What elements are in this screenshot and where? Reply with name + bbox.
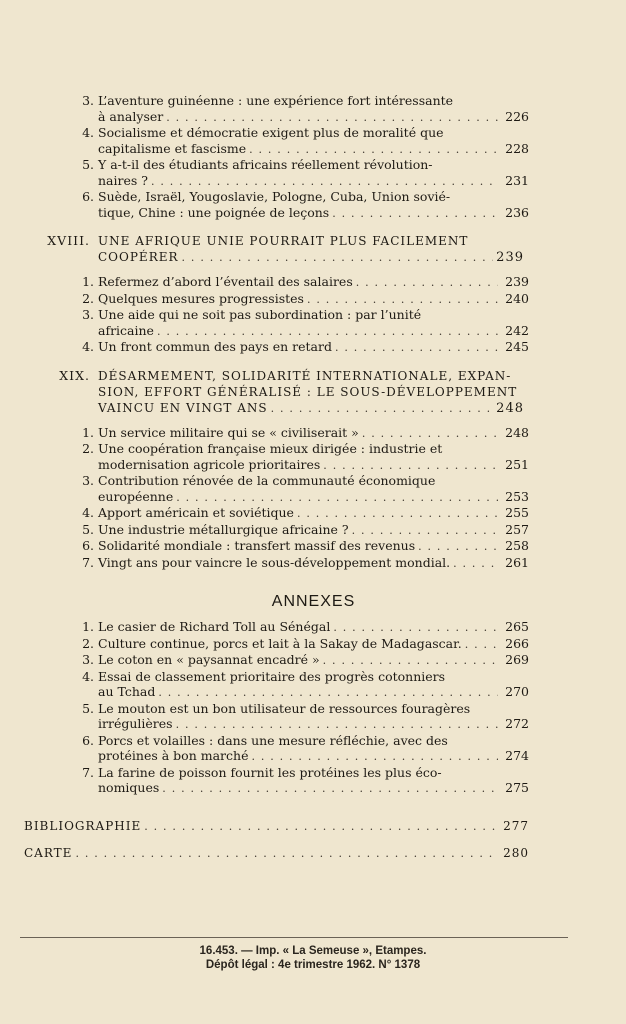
spacer — [24, 221, 529, 233]
entry-title-line: SION, EFFORT GÉNÉRALISÉ : LE SOUS-DÉVELOPPEMENT — [98, 384, 518, 399]
toc-entry[interactable] — [82, 157, 529, 189]
dot-leader — [158, 685, 498, 701]
entry-title-text: Culture continue, porcs et lait à la Sakay de Madagascar. — [98, 635, 462, 651]
toc-entry[interactable] — [82, 732, 529, 765]
dot-leader — [332, 206, 498, 222]
entry-title-line — [98, 141, 529, 158]
toc-entry[interactable] — [82, 339, 529, 356]
entry-title-line — [24, 819, 529, 835]
page-number: 248 — [505, 424, 529, 440]
entry-title — [98, 425, 529, 442]
toc-entry[interactable] — [82, 307, 529, 339]
entry-title-line — [98, 652, 529, 669]
entry-title-text: européenne — [98, 488, 174, 504]
entry-title-line: DÉSARMEMENT, SOLIDARITÉ INTERNATIONALE, EXPAN- — [98, 368, 512, 383]
entry-title — [98, 505, 529, 522]
page-number: 245 — [505, 339, 529, 354]
page-number: 270 — [505, 684, 529, 699]
page-number: 253 — [505, 488, 529, 504]
page-number: 261 — [505, 554, 529, 570]
entry-title — [98, 157, 529, 189]
dot-leader — [176, 490, 498, 506]
entry-number: 6. — [82, 538, 94, 553]
entry-number: 5. — [82, 521, 94, 537]
entry-number: 3. — [82, 93, 94, 108]
entry-title-line — [24, 846, 529, 862]
dot-leader — [182, 250, 493, 266]
entry-title-line: L’aventure guinéenne : une expérience fort intéressante — [98, 93, 454, 108]
entry-number: 4. — [82, 668, 94, 684]
toc-entry[interactable] — [82, 274, 529, 291]
dot-leader — [162, 781, 498, 797]
toc-entry[interactable] — [82, 189, 529, 221]
entry-title-text: protéines à bon marché — [98, 748, 249, 763]
dot-leader — [323, 458, 498, 474]
page-number: 269 — [505, 652, 529, 667]
footer-rule — [20, 937, 568, 938]
dot-leader — [465, 637, 498, 653]
toc-entry[interactable] — [82, 635, 529, 653]
entry-number: 1. — [82, 274, 94, 289]
dot-leader — [307, 292, 498, 308]
entry-title-line: Y a-t-il des étudiants africains réellement révolution- — [98, 157, 433, 172]
toc-entry[interactable] — [82, 619, 529, 636]
page-number: 265 — [505, 619, 529, 634]
entry-title-text: COOPÉRER — [98, 250, 179, 264]
entry-number: 6. — [82, 732, 94, 748]
chapter-heading-xix[interactable] — [59, 367, 529, 417]
colophon-line-1: 16.453. — Imp. « La Semeuse », Etampes. — [199, 945, 427, 957]
entry-title-text: Refermez d’abord l’éventail des salaires — [98, 274, 353, 289]
entry-title — [98, 291, 529, 308]
entry-title — [98, 765, 529, 797]
entry-title-text: nomiques — [98, 780, 160, 795]
toc-entry[interactable] — [82, 505, 529, 522]
entry-title-line — [98, 684, 529, 701]
entry-title — [98, 93, 529, 125]
entry-number: 6. — [82, 189, 94, 204]
entry-title-text: BIBLIOGRAPHIE — [24, 818, 142, 833]
entry-number: 3. — [82, 652, 94, 667]
entry-title-line — [98, 522, 529, 539]
entry-title-text: modernisation agricole prioritaires — [98, 456, 321, 472]
dot-leader — [352, 523, 498, 539]
entry-number: 5. — [82, 157, 94, 172]
entry-title-line — [98, 636, 529, 653]
entry-title-line: Contribution rénovée de la communauté économique — [98, 473, 436, 488]
entry-number: XVIII. — [47, 233, 90, 248]
entry-title-line — [98, 555, 529, 572]
entry-title-text: Le casier de Richard Toll au Sénégal — [98, 619, 331, 634]
entry-title — [24, 846, 529, 862]
entry-title — [98, 368, 524, 417]
page-number: 258 — [505, 538, 529, 553]
dot-leader — [157, 324, 498, 340]
spacer — [24, 834, 529, 846]
spacer — [24, 417, 529, 425]
toc-entry[interactable] — [82, 521, 529, 539]
entry-title — [98, 555, 529, 572]
toc-entry[interactable] — [82, 290, 529, 308]
page-number: 239 — [505, 274, 529, 289]
entry-title-line: Suède, Israël, Yougoslavie, Pologne, Cuba, Union sovié- — [98, 189, 451, 204]
toc-entry[interactable] — [82, 764, 529, 797]
entry-title — [98, 233, 524, 266]
dot-leader — [166, 110, 498, 126]
entry-title-line — [98, 274, 529, 291]
entry-title-line — [98, 505, 529, 522]
chapter-heading-xviii[interactable] — [47, 233, 529, 266]
entry-title-line: La farine de poisson fournit les protéines les plus éco- — [98, 764, 442, 780]
entry-title-line — [98, 425, 529, 442]
dot-leader — [333, 620, 498, 636]
entry-title-text: naires ? — [98, 172, 148, 188]
entry-title — [98, 339, 529, 356]
back-matter-entry[interactable] — [24, 846, 529, 862]
entry-title-line — [98, 489, 529, 506]
entry-title-line — [98, 748, 529, 765]
page-number: 248 — [496, 400, 524, 416]
page-number: 226 — [505, 108, 529, 124]
page-number: 266 — [505, 635, 529, 651]
toc-entry[interactable] — [82, 441, 529, 473]
spacer — [24, 266, 529, 274]
toc-entry[interactable] — [82, 700, 529, 733]
entry-title-line — [98, 780, 529, 797]
toc-entry[interactable] — [82, 93, 529, 125]
toc-entry[interactable] — [82, 652, 529, 669]
entry-title — [98, 669, 529, 701]
dot-leader — [75, 846, 498, 862]
entry-number: 2. — [82, 635, 94, 651]
dot-leader — [418, 539, 498, 555]
entry-title-text: tique, Chine : une poignée de leçons — [98, 204, 330, 220]
page-number: 275 — [505, 780, 529, 795]
dot-leader — [144, 819, 498, 835]
entry-title-text: CARTE — [24, 846, 73, 860]
entry-title-line — [98, 109, 529, 126]
entry-number: 1. — [82, 424, 94, 440]
entry-title — [98, 733, 529, 765]
toc-entry[interactable] — [82, 538, 529, 555]
spacer — [24, 356, 529, 368]
entry-number: 4. — [82, 125, 94, 140]
entry-title — [98, 473, 529, 505]
dot-leader — [271, 401, 493, 417]
dot-leader — [362, 426, 498, 442]
entry-title-line — [98, 619, 529, 636]
spacer — [24, 797, 529, 819]
dot-leader — [453, 556, 498, 572]
dot-leader — [249, 142, 498, 158]
entry-number: 2. — [82, 441, 94, 456]
annexes-heading: ANNEXES — [271, 593, 356, 610]
spacer — [24, 571, 529, 593]
entry-title-text: Apport américain et soviétique — [98, 505, 294, 520]
entry-title-line: Une aide qui ne soit pas subordination : par l’unité — [98, 307, 422, 322]
entry-title — [98, 538, 529, 555]
entry-title-text: Quelques mesures progressistes — [98, 290, 304, 306]
printer-colophon — [0, 944, 626, 972]
toc-entry[interactable] — [82, 668, 529, 701]
entry-number: 2. — [82, 290, 94, 306]
entry-title-line — [98, 538, 529, 555]
entry-title-line — [98, 249, 524, 266]
page-number: 231 — [505, 172, 529, 188]
toc-entry[interactable] — [82, 424, 529, 442]
entry-title-text: Un front commun des pays en retard — [98, 339, 332, 354]
toc-entry[interactable] — [82, 473, 529, 505]
entry-title-line — [98, 205, 529, 222]
entry-title-text: capitalisme et fascisme — [98, 140, 247, 156]
table-of-contents — [24, 93, 529, 862]
page-number: 277 — [503, 818, 529, 833]
dot-leader — [297, 506, 498, 522]
entry-title-line: UNE AFRIQUE UNIE POURRAIT PLUS FACILEMENT — [98, 234, 469, 248]
page-number: 251 — [505, 456, 529, 472]
page-number: 257 — [505, 521, 529, 537]
entry-title — [98, 274, 529, 291]
entry-number: 1. — [82, 619, 94, 634]
entry-title-text: à analyser — [98, 108, 164, 124]
entry-title-line: Essai de classement prioritaire des progrès cotonniers — [98, 668, 446, 684]
entry-title-line — [98, 339, 529, 356]
entry-number: 4. — [82, 339, 94, 354]
entry-title-line: Une coopération française mieux dirigée : industrie et — [98, 441, 443, 456]
entry-title-line: Le mouton est un bon utilisateur de ressources fouragères — [98, 700, 471, 716]
page-number: 228 — [505, 140, 529, 156]
entry-title-line: Porcs et volailles : dans une mesure réfléchie, avec des — [98, 732, 448, 748]
entry-title — [98, 652, 529, 669]
page-number: 239 — [496, 250, 524, 265]
entry-title-text: VAINCU EN VINGT ANS — [98, 400, 268, 415]
entry-title — [24, 819, 529, 835]
entry-title-text: irrégulières — [98, 716, 173, 731]
entry-title — [98, 619, 529, 636]
toc-entry[interactable] — [82, 554, 529, 572]
entry-number: 3. — [82, 307, 94, 322]
entry-number: 5. — [82, 700, 94, 716]
entry-title — [98, 701, 529, 733]
entry-title — [98, 125, 529, 157]
entry-title-line — [98, 323, 529, 340]
entry-number: 3. — [82, 473, 94, 488]
entry-title — [98, 636, 529, 653]
entry-title-text: Le coton en « paysannat encadré » — [98, 652, 320, 667]
entry-title-line — [98, 457, 529, 474]
toc-entry[interactable] — [82, 125, 529, 157]
colophon-line-2: Dépôt légal : 4e trimestre 1962. N° 1378 — [205, 959, 421, 971]
page-number: 240 — [505, 290, 529, 306]
entry-title — [98, 441, 529, 473]
entry-title-text: Solidarité mondiale : transfert massif des revenus — [98, 538, 416, 553]
page-number: 255 — [505, 505, 529, 520]
page-number: 236 — [505, 204, 529, 220]
entry-title-line: Socialisme et démocratie exigent plus de moralité que — [98, 125, 444, 140]
entry-number: XIX. — [59, 367, 90, 383]
dot-leader — [323, 653, 498, 669]
entry-title-text: africaine — [98, 322, 154, 338]
page-number: 280 — [503, 846, 529, 860]
entry-title — [98, 189, 529, 221]
entry-title-line — [98, 173, 529, 190]
dot-leader — [151, 174, 498, 190]
entry-number: 7. — [82, 554, 94, 570]
page-number: 242 — [505, 322, 529, 338]
entry-title-text: Un service militaire qui se « civiliserait » — [98, 424, 359, 440]
dot-leader — [176, 717, 498, 733]
entry-title-line — [98, 716, 529, 733]
entry-title-text: Une industrie métallurgique africaine ? — [98, 521, 349, 537]
entry-title — [98, 307, 529, 339]
dot-leader — [356, 275, 498, 291]
entry-title-line — [98, 291, 529, 308]
entry-title — [98, 522, 529, 539]
entry-title-text: Vingt ans pour vaincre le sous-développement mondial. — [98, 554, 451, 570]
entry-title-text: au Tchad — [98, 684, 156, 699]
dot-leader — [251, 749, 498, 765]
entry-title-line — [98, 400, 524, 417]
back-matter-entry[interactable] — [24, 819, 529, 835]
page-number: 274 — [505, 748, 529, 763]
entry-number: 4. — [82, 505, 94, 520]
entry-number: 7. — [82, 764, 94, 780]
dot-leader — [335, 340, 498, 356]
page-number: 272 — [505, 716, 529, 731]
